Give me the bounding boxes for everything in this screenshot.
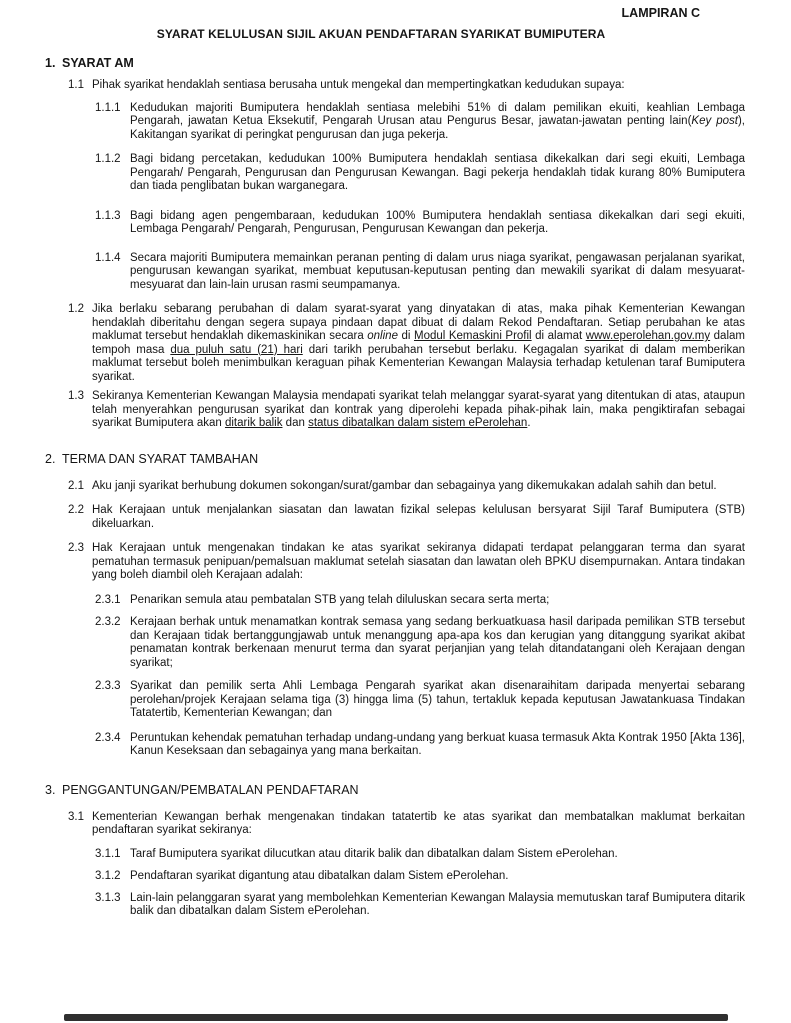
lampiran-label: LAMPIRAN C xyxy=(621,6,700,20)
clause-2-3-number: 2.3 xyxy=(68,542,84,554)
clause-1-2 xyxy=(68,303,745,384)
clause-1-2-number: 1.2 xyxy=(68,303,84,315)
clause-2-3-1-text: Penarikan semula atau pembatalan STB yang telah diluluskan secara serta merta; xyxy=(130,593,550,606)
clause-2-3-2-text: Kerajaan berhak untuk menamatkan kontrak semasa yang sedang berkuatkuasa hasil daripada pemilikan STB tersebut dan Kerajaan tidak bertanggungjawab untuk menanggung apa-apa kos dan kerugian yang ditanggung syarikat akibat penamatan kontrak berkenaan menurut terma dan syarat perjanjian yang telah ditandatangani oleh Kerajaan dengan syarikat; xyxy=(130,616,745,669)
clause-2-1 xyxy=(68,480,745,494)
section-3-title: PENGGANTUNGAN/PEMBATALAN PENDAFTARAN xyxy=(62,782,359,797)
section-3-heading xyxy=(45,783,745,798)
clause-3-1 xyxy=(68,811,745,838)
clause-2-3-3-text: Syarikat dan pemilik serta Ahli Lembaga Pengarah syarikat akan disenaraihitam daripada menyertai sebarang perolehan/projek Kerajaan selama tiga (3) hingga lima (5) tahun, tertakluk kepada keputusan Jawatankuasa Tindakan Tatatertib, Kementerian Kewangan; dan xyxy=(130,680,745,719)
clause-1-1-4-text: Secara majoriti Bumiputera memainkan peranan penting di dalam urus niaga syarikat, pengawasan perjalanan syarikat, pengurusan kewangan syarikat, membuat keputusan-keputusan penting dan mewakili syarikat di dalam mesyuarat-mesyuarat dan lain-lain urusan rasmi seumpamanya. xyxy=(130,251,745,291)
clause-2-2-text: Hak Kerajaan untuk menjalankan siasatan dan lawatan fizikal selepas kelulusan bersyarat Sijil Taraf Bumiputera (STB) dikeluarkan. xyxy=(92,504,745,530)
clause-2-1-number: 2.1 xyxy=(68,479,84,492)
clause-1-1-3-number: 1.1.3 xyxy=(95,209,121,222)
clause-1-3-text: Sekiranya Kementerian Kewangan Malaysia mendapati syarikat telah melanggar syarat-syarat yang ditentukan di atas, ataupun telah menyerahkan pengurusan syarikat dan kontrak yang diperolehi kepada pihak-pihak lain, maka pengiktirafan sebagai syarikat Bumiputera akan ditarik balik dan status dibatalkan dalam sistem ePerolehan. xyxy=(92,390,745,429)
clause-1-1-4-number: 1.1.4 xyxy=(95,251,121,264)
section-3-number: 3. xyxy=(45,782,56,797)
clause-3-1-1 xyxy=(95,848,745,862)
clause-2-3-4 xyxy=(95,732,745,759)
clause-1-2-text: Jika berlaku sebarang perubahan di dalam syarat-syarat yang dinyatakan di atas, maka pihak Kementerian Kewangan hendaklah diberitahu dengan segera supaya pindaan dapat dibuat di dalam Rekod Pendaftaran. Setiap perubahan ke atas maklumat tersebut hendaklah dikemaskinikan secara online di Modul Kemaskini Profil di alamat www.eperolehan.gov.my dalam tempoh masa dua puluh satu (21) hari dari tarikh perubahan tersebut berlaku. Kegagalan syarikat di dalam memberikan maklumat tersebut boleh menimbulkan keraguan pihak Kementerian Kewangan Malaysia terhadap ketulenan taraf Bumiputera syarikat. xyxy=(92,303,745,383)
section-1-number: 1. xyxy=(45,56,56,70)
section-1-heading xyxy=(45,56,745,71)
clause-3-1-3-number: 3.1.3 xyxy=(95,891,121,904)
clause-1-1-3 xyxy=(95,210,745,237)
clause-1-1 xyxy=(68,79,745,93)
clause-1-1-1-number: 1.1.1 xyxy=(95,101,121,114)
clause-2-3-1-number: 2.3.1 xyxy=(95,593,121,606)
clause-2-3-3 xyxy=(95,680,745,721)
clause-1-1-1-text: Kedudukan majoriti Bumiputera hendaklah sentiasa melebihi 51% di dalam pemilikan ekuiti, keahlian Lembaga Pengarah, jawatan Ketua Eksekutif, Pengarah Urusan atau Pengurus Besar, jawatan-jawatan penting lain(Key post), Kakitangan syarikat di peringkat pengurusan dan juga pekerja. xyxy=(130,101,745,141)
clause-2-3-text: Hak Kerajaan untuk mengenakan tindakan ke atas syarikat sekiranya didapati terdapat pelanggaran terma dan syarat pematuhan termasuk penipuan/pemalsuan maklumat setelah siasatan dan lawatan oleh BPKU disempurnakan. Antara tindakan yang boleh diambil oleh Kerajaan adalah: xyxy=(92,542,745,581)
clause-1-1-text: Pihak syarikat hendaklah sentiasa berusaha untuk mengekal dan mempertingkatkan kedudukan supaya: xyxy=(92,79,625,91)
clause-1-3 xyxy=(68,390,745,431)
section-1-title: SYARAT AM xyxy=(62,56,134,70)
clause-2-3-4-number: 2.3.4 xyxy=(95,731,121,744)
clause-3-1-2-text: Pendaftaran syarikat digantung atau dibatalkan dalam Sistem ePerolehan. xyxy=(130,870,509,882)
clause-2-2-number: 2.2 xyxy=(68,504,84,516)
clause-2-3-4-text: Peruntukan kehendak pematuhan terhadap undang-undang yang berkuat kuasa termasuk Akta Kontrak 1950 [Akta 136], Kanun Keseksaan dan sebagainya yang mana berkaitan. xyxy=(130,731,745,757)
clause-1-1-4 xyxy=(95,252,745,293)
clause-1-1-2 xyxy=(95,153,745,194)
clause-2-3-2-number: 2.3.2 xyxy=(95,616,121,628)
clause-1-3-number: 1.3 xyxy=(68,390,84,402)
clause-2-2 xyxy=(68,504,745,531)
clause-3-1-1-text: Taraf Bumiputera syarikat dilucutkan atau ditarik balik dan dibatalkan dalam Sistem ePerolehan. xyxy=(130,847,618,860)
clause-1-1-3-text: Bagi bidang agen pengembaraan, kedudukan 100% Bumiputera hendaklah sentiasa dikekalkan dari segi ekuiti, Lembaga Pengarah/ Pengarah, Pengurusan, Pengurusan Kewangan dan pekerja. xyxy=(130,209,745,235)
clause-2-3-1 xyxy=(95,594,745,608)
clause-3-1-3-text: Lain-lain pelanggaran syarat yang membolehkan Kementerian Kewangan Malaysia memutuskan taraf Bumiputera ditarik balik dan dibatalkan dalam Sistem ePerolehan. xyxy=(130,891,745,917)
section-2-number: 2. xyxy=(45,451,56,466)
scan-artifact-bar xyxy=(64,1014,728,1021)
section-2-title: TERMA DAN SYARAT TAMBAHAN xyxy=(62,451,259,466)
clause-3-1-number: 3.1 xyxy=(68,810,84,823)
clause-1-1-2-text: Bagi bidang percetakan, kedudukan 100% Bumiputera hendaklah sentiasa dikekalkan dari segi ekuiti, Lembaga Pengarah/ Pengarah, Pengurusan dan Pengurusan Kewangan. Bagi pekerja hendaklah tidak kurang 80% Bumiputera dan tiada penglibatan bukan warganegara. xyxy=(130,153,745,192)
clause-1-1-number: 1.1 xyxy=(68,79,84,91)
clause-3-1-2 xyxy=(95,870,745,884)
clause-1-1-1 xyxy=(95,102,745,143)
clause-3-1-1-number: 3.1.1 xyxy=(95,847,121,860)
section-2-heading xyxy=(45,452,745,467)
clause-1-1-2-number: 1.1.2 xyxy=(95,153,121,165)
clause-3-1-2-number: 3.1.2 xyxy=(95,870,121,882)
clause-3-1-text: Kementerian Kewangan berhak mengenakan tindakan tatatertib ke atas syarikat dan membatalkan maklumat berkaitan pendaftaran syarikat sekiranya: xyxy=(92,810,745,836)
document-title: SYARAT KELULUSAN SIJIL AKUAN PENDAFTARAN SYARIKAT BUMIPUTERA xyxy=(156,27,606,41)
clause-2-3-3-number: 2.3.3 xyxy=(95,680,121,692)
clause-2-1-text: Aku janji syarikat berhubung dokumen sokongan/surat/gambar dan sebagainya yang dikemukakan adalah sahih dan betul. xyxy=(92,479,717,492)
clause-2-3-2 xyxy=(95,616,745,670)
clause-2-3 xyxy=(68,542,745,583)
clause-3-1-3 xyxy=(95,892,745,919)
